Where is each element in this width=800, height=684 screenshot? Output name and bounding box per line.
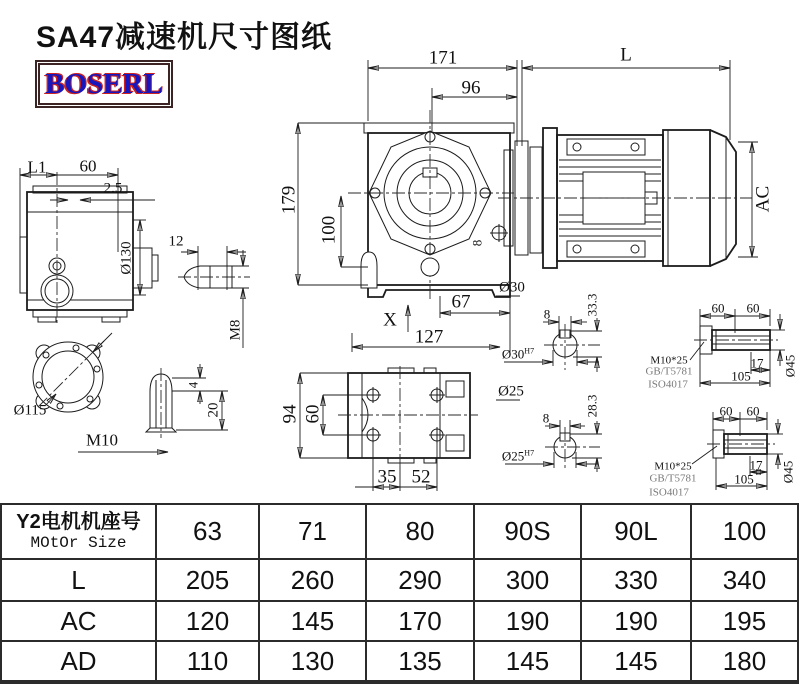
- cell-AC-100: 195: [691, 601, 798, 641]
- dim-label-94: 94: [279, 404, 301, 424]
- dim-label-iso-2: ISO4017: [649, 486, 689, 499]
- cell-L-90s: 300: [474, 559, 581, 601]
- motor-view: [498, 128, 758, 268]
- cell-AD-71: 130: [259, 641, 366, 682]
- motor-size-header-cell: [1, 504, 156, 559]
- dim-label-17-2: 17: [749, 457, 763, 473]
- dim-label-o115: Ø115: [13, 402, 47, 419]
- cell-AD-63: 110: [156, 641, 259, 682]
- dim-label-X: X: [383, 309, 397, 331]
- row-label-AD: AD: [1, 641, 156, 682]
- dim-label-m10x25-2: M10*25: [654, 460, 692, 473]
- table-row-AC: [1, 601, 798, 641]
- side-view: [20, 168, 158, 326]
- dim-label-60b2: 60: [746, 403, 760, 419]
- cell-L-63: 205: [156, 559, 259, 601]
- dim-label-L: L: [620, 44, 632, 66]
- col-63: 63: [156, 504, 259, 559]
- cell-AD-100: 180: [691, 641, 798, 682]
- col-80: 80: [366, 504, 474, 559]
- dim-label-L1: L1: [27, 157, 47, 177]
- dim-label-127: 127: [414, 326, 444, 348]
- dim-label-179: 179: [278, 185, 300, 215]
- dim-label-key8-2: 8: [542, 410, 550, 426]
- brand-logo-text: BOSERL: [45, 67, 163, 100]
- dim-label-m8: M8: [227, 319, 244, 341]
- dim-label-gb-2: GB/T5781: [649, 472, 697, 485]
- cell-AD-80: 135: [366, 641, 474, 682]
- cell-L-90l: 330: [581, 559, 691, 601]
- col-100: 100: [691, 504, 798, 559]
- dim-label-20: 20: [205, 402, 222, 418]
- table-row-AD: [1, 641, 798, 682]
- dim-label-o25: Ø25: [498, 383, 524, 400]
- col-90l: 90L: [581, 504, 691, 559]
- dim-label-67: 67: [451, 291, 471, 313]
- dim-label-105-1: 105: [731, 368, 751, 384]
- dim-label-100: 100: [318, 215, 340, 245]
- dim-label-4: 4: [185, 381, 201, 389]
- col-71: 71: [259, 504, 366, 559]
- dim-label-o25h7: $Ø25^{H7}$: [501, 448, 535, 464]
- dim-label-m10: M10: [85, 430, 119, 450]
- page-title: SA47减速机尺寸图纸: [36, 21, 333, 54]
- cell-L-100: 340: [691, 559, 798, 601]
- dim-label-33p3: 33.3: [584, 293, 600, 317]
- dim-label-8-housing: 8: [469, 239, 485, 247]
- motor-size-header-cn: Y2电机机座号: [16, 510, 141, 533]
- dim-label-60b1: 60: [746, 300, 760, 316]
- dim-label-o30: Ø30: [499, 279, 525, 296]
- table-header-row: [1, 504, 798, 559]
- cell-AC-63: 120: [156, 601, 259, 641]
- cell-AC-80: 170: [366, 601, 474, 641]
- row-label-L: L: [1, 559, 156, 601]
- flange-view: [33, 333, 112, 412]
- col-90s: 90S: [474, 504, 581, 559]
- dim-label-52: 52: [411, 466, 431, 488]
- dim-label-28p3: 28.3: [584, 394, 600, 418]
- dim-label-60a2: 60: [719, 403, 733, 419]
- dim-label-35: 35: [377, 466, 397, 488]
- dim-label-60-side: 60: [79, 156, 97, 176]
- dim-label-gb-1: GB/T5781: [645, 365, 693, 378]
- dim-label-60a1: 60: [711, 300, 725, 316]
- dim-label-171: 171: [428, 47, 458, 69]
- cell-L-71: 260: [259, 559, 366, 601]
- cell-AD-90l: 145: [581, 641, 691, 682]
- dim-label-key8-1: 8: [543, 306, 551, 322]
- dim-label-AC: AC: [752, 185, 774, 213]
- dim-label-o45-1: Ø45: [782, 354, 798, 378]
- cell-AC-90l: 190: [581, 601, 691, 641]
- dim-label-o130: Ø130: [118, 241, 135, 275]
- motor-size-table: [0, 503, 799, 684]
- motor-size-header-en: MOtOr Size: [30, 533, 127, 552]
- cell-AD-90s: 145: [474, 641, 581, 682]
- cell-AC-71: 145: [259, 601, 366, 641]
- dim-label-2p5: 2.5: [103, 180, 123, 197]
- dim-label-12: 12: [168, 233, 184, 250]
- cell-AC-90s: 190: [474, 601, 581, 641]
- table-row-L: [1, 559, 798, 601]
- row-label-AC: AC: [1, 601, 156, 641]
- dim-label-96: 96: [461, 77, 481, 99]
- bore-section-30: [501, 316, 602, 372]
- dim-label-iso-1: ISO4017: [648, 378, 688, 391]
- cell-L-80: 290: [366, 559, 474, 601]
- dim-label-105-2: 105: [734, 471, 754, 487]
- dim-label-17-1: 17: [750, 355, 764, 371]
- dim-label-o30h7: $Ø30^{H7}$: [501, 346, 535, 362]
- dim-label-m10x25-1: M10*25: [650, 354, 688, 367]
- dim-label-60-bottom: 60: [302, 404, 324, 424]
- dim-label-o45-2: Ø45: [780, 460, 796, 484]
- bore-section-25: [505, 420, 602, 472]
